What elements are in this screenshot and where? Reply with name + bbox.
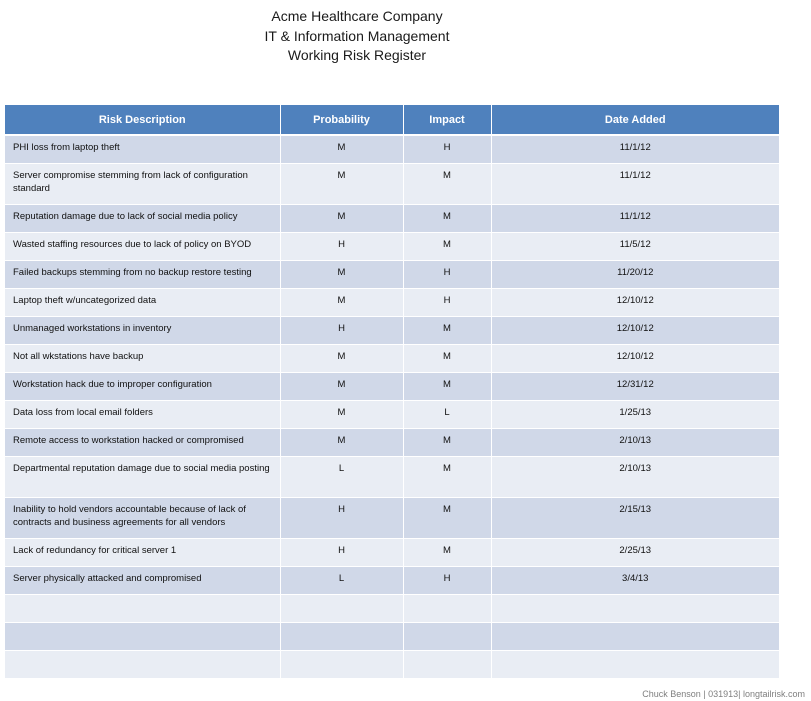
column-header-date-added: Date Added (491, 105, 779, 135)
document-title (0, 7, 714, 66)
date-added-cell: 2/10/13 (491, 457, 779, 498)
date-added-cell: 11/20/12 (491, 261, 779, 289)
risk-description-cell: Inability to hold vendors accountable because of lack of contracts and business agreements for all vendors (5, 498, 280, 539)
probability-cell: H (280, 233, 403, 261)
date-added-cell: 12/10/12 (491, 289, 779, 317)
table-row (5, 164, 779, 205)
impact-cell: L (403, 401, 491, 429)
impact-cell: M (403, 373, 491, 401)
risk-description-cell: Data loss from local email folders (5, 401, 280, 429)
risk-description-cell: PHI loss from laptop theft (5, 135, 280, 164)
risk-description-cell: Reputation damage due to lack of social media policy (5, 205, 280, 233)
date-added-cell: 11/5/12 (491, 233, 779, 261)
date-added-cell (491, 595, 779, 623)
table-row (5, 567, 779, 595)
risk-description-cell: Not all wkstations have backup (5, 345, 280, 373)
table-row (5, 429, 779, 457)
risk-description-cell: Lack of redundancy for critical server 1 (5, 539, 280, 567)
impact-cell: H (403, 567, 491, 595)
table-row (5, 289, 779, 317)
impact-cell: H (403, 261, 491, 289)
table-row (5, 261, 779, 289)
risk-register-table (5, 105, 779, 679)
probability-cell: M (280, 261, 403, 289)
table-row (5, 457, 779, 498)
table-row (5, 135, 779, 164)
table-row (5, 233, 779, 261)
risk-description-cell: Wasted staffing resources due to lack of policy on BYOD (5, 233, 280, 261)
footer-credit: Chuck Benson | 031913| longtailrisk.com (642, 689, 805, 699)
date-added-cell: 12/10/12 (491, 345, 779, 373)
impact-cell (403, 651, 491, 679)
probability-cell: M (280, 164, 403, 205)
table-row (5, 205, 779, 233)
register-title: Working Risk Register (287, 47, 427, 63)
risk-description-cell: Departmental reputation damage due to social media posting (5, 457, 280, 498)
probability-cell (280, 623, 403, 651)
table-row (5, 317, 779, 345)
probability-cell: M (280, 429, 403, 457)
table-row (5, 498, 779, 539)
risk-description-cell: Unmanaged workstations in inventory (5, 317, 280, 345)
table-row-empty (5, 623, 779, 651)
impact-cell: M (403, 498, 491, 539)
impact-cell: M (403, 317, 491, 345)
table-header-row (5, 105, 779, 135)
impact-cell: M (403, 429, 491, 457)
impact-cell: M (403, 233, 491, 261)
probability-cell: H (280, 317, 403, 345)
probability-cell: M (280, 401, 403, 429)
risk-description-cell: Server compromise stemming from lack of configuration standard (5, 164, 280, 205)
date-added-cell: 11/1/12 (491, 135, 779, 164)
impact-cell: H (403, 135, 491, 164)
column-header-risk-description: Risk Description (5, 105, 280, 135)
probability-cell: M (280, 205, 403, 233)
table-row-empty (5, 595, 779, 623)
impact-cell: M (403, 205, 491, 233)
date-added-cell: 11/1/12 (491, 205, 779, 233)
date-added-cell: 2/25/13 (491, 539, 779, 567)
risk-description-cell (5, 595, 280, 623)
date-added-cell: 1/25/13 (491, 401, 779, 429)
table-row (5, 401, 779, 429)
impact-cell: M (403, 457, 491, 498)
company-name: Acme Healthcare Company (271, 8, 443, 24)
impact-cell (403, 623, 491, 651)
table-row (5, 345, 779, 373)
risk-description-cell: Laptop theft w/uncategorized data (5, 289, 280, 317)
probability-cell (280, 651, 403, 679)
department-name: IT & Information Management (264, 27, 450, 44)
probability-cell: L (280, 457, 403, 498)
table-row (5, 539, 779, 567)
date-added-cell: 2/10/13 (491, 429, 779, 457)
probability-cell (280, 595, 403, 623)
table-row (5, 373, 779, 401)
risk-description-cell: Remote access to workstation hacked or compromised (5, 429, 280, 457)
date-added-cell: 12/10/12 (491, 317, 779, 345)
risk-description-cell: Failed backups stemming from no backup restore testing (5, 261, 280, 289)
impact-cell: M (403, 539, 491, 567)
column-header-impact: Impact (403, 105, 491, 135)
risk-description-cell: Workstation hack due to improper configuration (5, 373, 280, 401)
impact-cell: M (403, 164, 491, 205)
date-added-cell: 11/1/12 (491, 164, 779, 205)
date-added-cell: 12/31/12 (491, 373, 779, 401)
probability-cell: H (280, 498, 403, 539)
date-added-cell: 3/4/13 (491, 567, 779, 595)
date-added-cell (491, 623, 779, 651)
table-row-empty (5, 651, 779, 679)
probability-cell: M (280, 289, 403, 317)
risk-description-cell (5, 623, 280, 651)
impact-cell: M (403, 345, 491, 373)
impact-cell (403, 595, 491, 623)
impact-cell: H (403, 289, 491, 317)
probability-cell: L (280, 567, 403, 595)
risk-description-cell: Server physically attacked and compromised (5, 567, 280, 595)
risk-description-cell (5, 651, 280, 679)
probability-cell: H (280, 539, 403, 567)
column-header-probability: Probability (280, 105, 403, 135)
date-added-cell (491, 651, 779, 679)
probability-cell: M (280, 373, 403, 401)
probability-cell: M (280, 345, 403, 373)
probability-cell: M (280, 135, 403, 164)
date-added-cell: 2/15/13 (491, 498, 779, 539)
